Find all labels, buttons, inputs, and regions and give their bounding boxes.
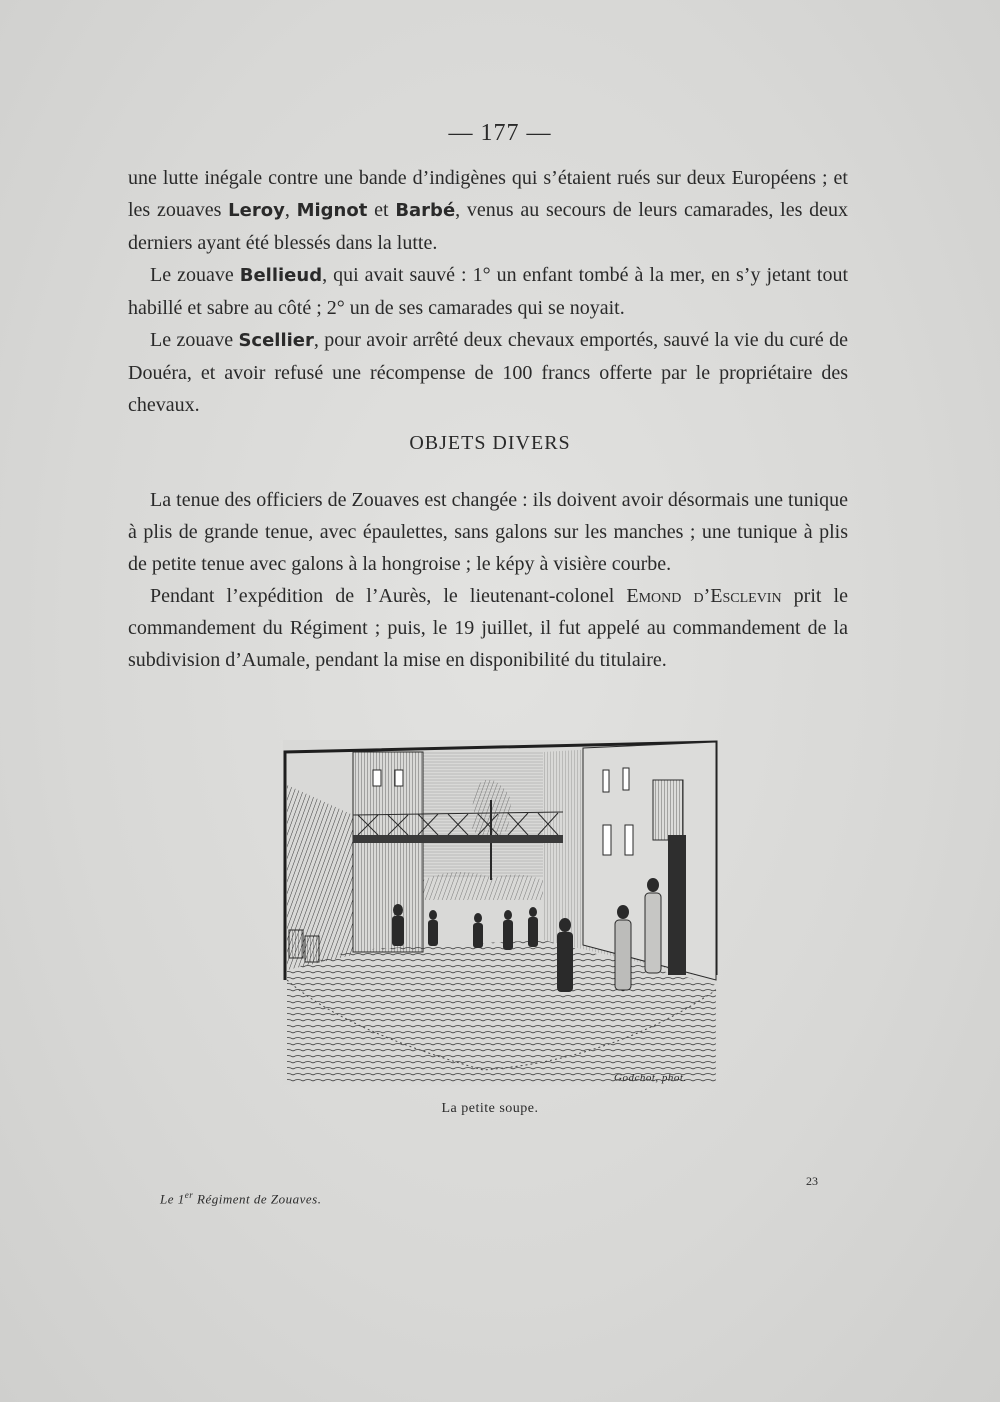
signature-mark: 23: [806, 1174, 818, 1188]
footer-signature: [160, 1190, 321, 1207]
text-run: er: [184, 1190, 194, 1200]
text-block-objets-divers: [128, 484, 848, 676]
figure-caption: La petite soupe.: [441, 1101, 539, 1116]
section-heading: OBJETS DIVERS: [409, 432, 571, 454]
text-run: Le zouave: [150, 329, 239, 351]
text-block-awards: [128, 162, 848, 421]
text-run: Le zouave: [150, 264, 240, 286]
person-name: Scellier: [238, 330, 314, 351]
text-run: , venus au secours de leurs camarades, les deux derniers ayant été blessés dans la lutte.: [128, 199, 849, 254]
text-run: Régiment de Zouaves.: [193, 1191, 322, 1207]
text-run: , pour avoir arrêté deux chevaux emportés, sauvé la vie du curé de Douéra, et avoir refusé une récompense de 100 francs offerte par le propriétaire des chevaux.: [128, 329, 848, 416]
paragraph: La tenue des officiers de Zouaves est changée : ils doivent avoir désormais une tunique à plis de grande tenue, avec épaulettes, sans galons sur les manches ; une tunique à plis de petite tenue avec galons à la hongroise ; le képy à visière courbe.: [128, 489, 848, 575]
paragraph: [128, 580, 848, 676]
person-name: Bellieud: [239, 265, 323, 286]
person-name: Mignot: [296, 200, 368, 221]
text-run: une lutte inégale contre une bande d’indigènes qui s’étaient rués sur deux Européens ; et les zouaves: [128, 167, 848, 221]
text-run: et: [367, 199, 396, 221]
paragraph: [128, 324, 848, 421]
engraving-illustration: [283, 740, 718, 1085]
paragraph: [128, 162, 848, 259]
person-name: Emond d’Esclevin: [626, 585, 782, 607]
text-run: Le 1: [160, 1191, 185, 1207]
photo-credit: Godchot, phot.: [614, 1072, 687, 1084]
person-name: Leroy: [228, 200, 285, 221]
text-run: , qui avait sauvé : 1° un enfant tombé à la mer, en s’y jetant tout habillé et sabre au côté ; 2° un de ses camarades qui se noyait.: [128, 264, 849, 319]
page-number: — 177 —: [448, 120, 552, 146]
text-run: Pendant l’expédition de l’Aurès, le lieutenant-colonel: [150, 585, 627, 607]
text-run: ,: [284, 199, 297, 221]
paragraph: [128, 259, 848, 324]
text-run: prit le commandement du Régiment ; puis, le 19 juillet, il fut appelé au commandement de la subdivision d’Aumale, pendant la mise en disponibilité du titulaire.: [128, 585, 848, 671]
person-name: Barbé: [395, 200, 456, 221]
